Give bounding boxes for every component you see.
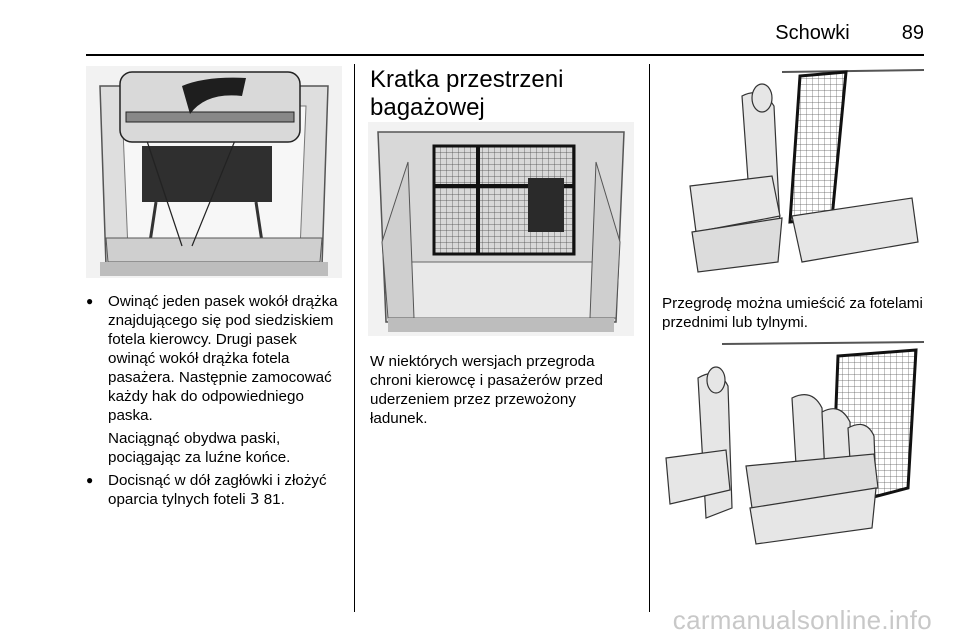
right-column-text (662, 294, 928, 332)
grille-front-seats-illustration (662, 66, 924, 278)
page-header (775, 22, 924, 50)
page-reference[interactable]: 81. (259, 491, 285, 508)
column-divider-2 (649, 64, 650, 612)
cargo-straps-illustration (86, 66, 342, 278)
arrow-reference-icon[interactable]: 3 (249, 490, 260, 508)
cargo-grille-illustration (368, 122, 634, 336)
instruction-paragraph: Naciągnąć obydwa paski, pociągając za luźne końce. (108, 430, 291, 466)
middle-column-text (370, 352, 636, 428)
watermark: carmanualsonline.info (672, 605, 932, 635)
column-divider-1 (354, 64, 355, 612)
grille-description: W niektórych wersjach przegroda chroni kierowcę i pasażerów przed uderzeniem przez przewożony ładunek. (370, 353, 603, 427)
left-column-text (86, 292, 344, 513)
instruction-bullet-1: ● Owinąć jeden pasek wokół drążka znajdującego się pod siedziskiem fotela kierowcy. Drugi pasek owinąć wokół drążka fotela pasażera. Następnie zamocować każdy hak do odpowiedniego paska. (86, 292, 344, 425)
grille-position-note: Przegrodę można umieścić za fotelami przednimi lub tylnymi. (662, 295, 923, 331)
grille-rear-seats-illustration (662, 338, 924, 550)
instruction-bullet-2 (86, 471, 344, 509)
page-number: 89 (901, 22, 924, 44)
section-name: Schowki (775, 22, 850, 44)
section-title: Kratka przestrzeni bagażowej (370, 66, 564, 121)
header-rule (86, 54, 924, 56)
bullet-2-text: Docisnąć w dół zagłówki i złożyć oparcia tylnych foteli (108, 472, 327, 508)
